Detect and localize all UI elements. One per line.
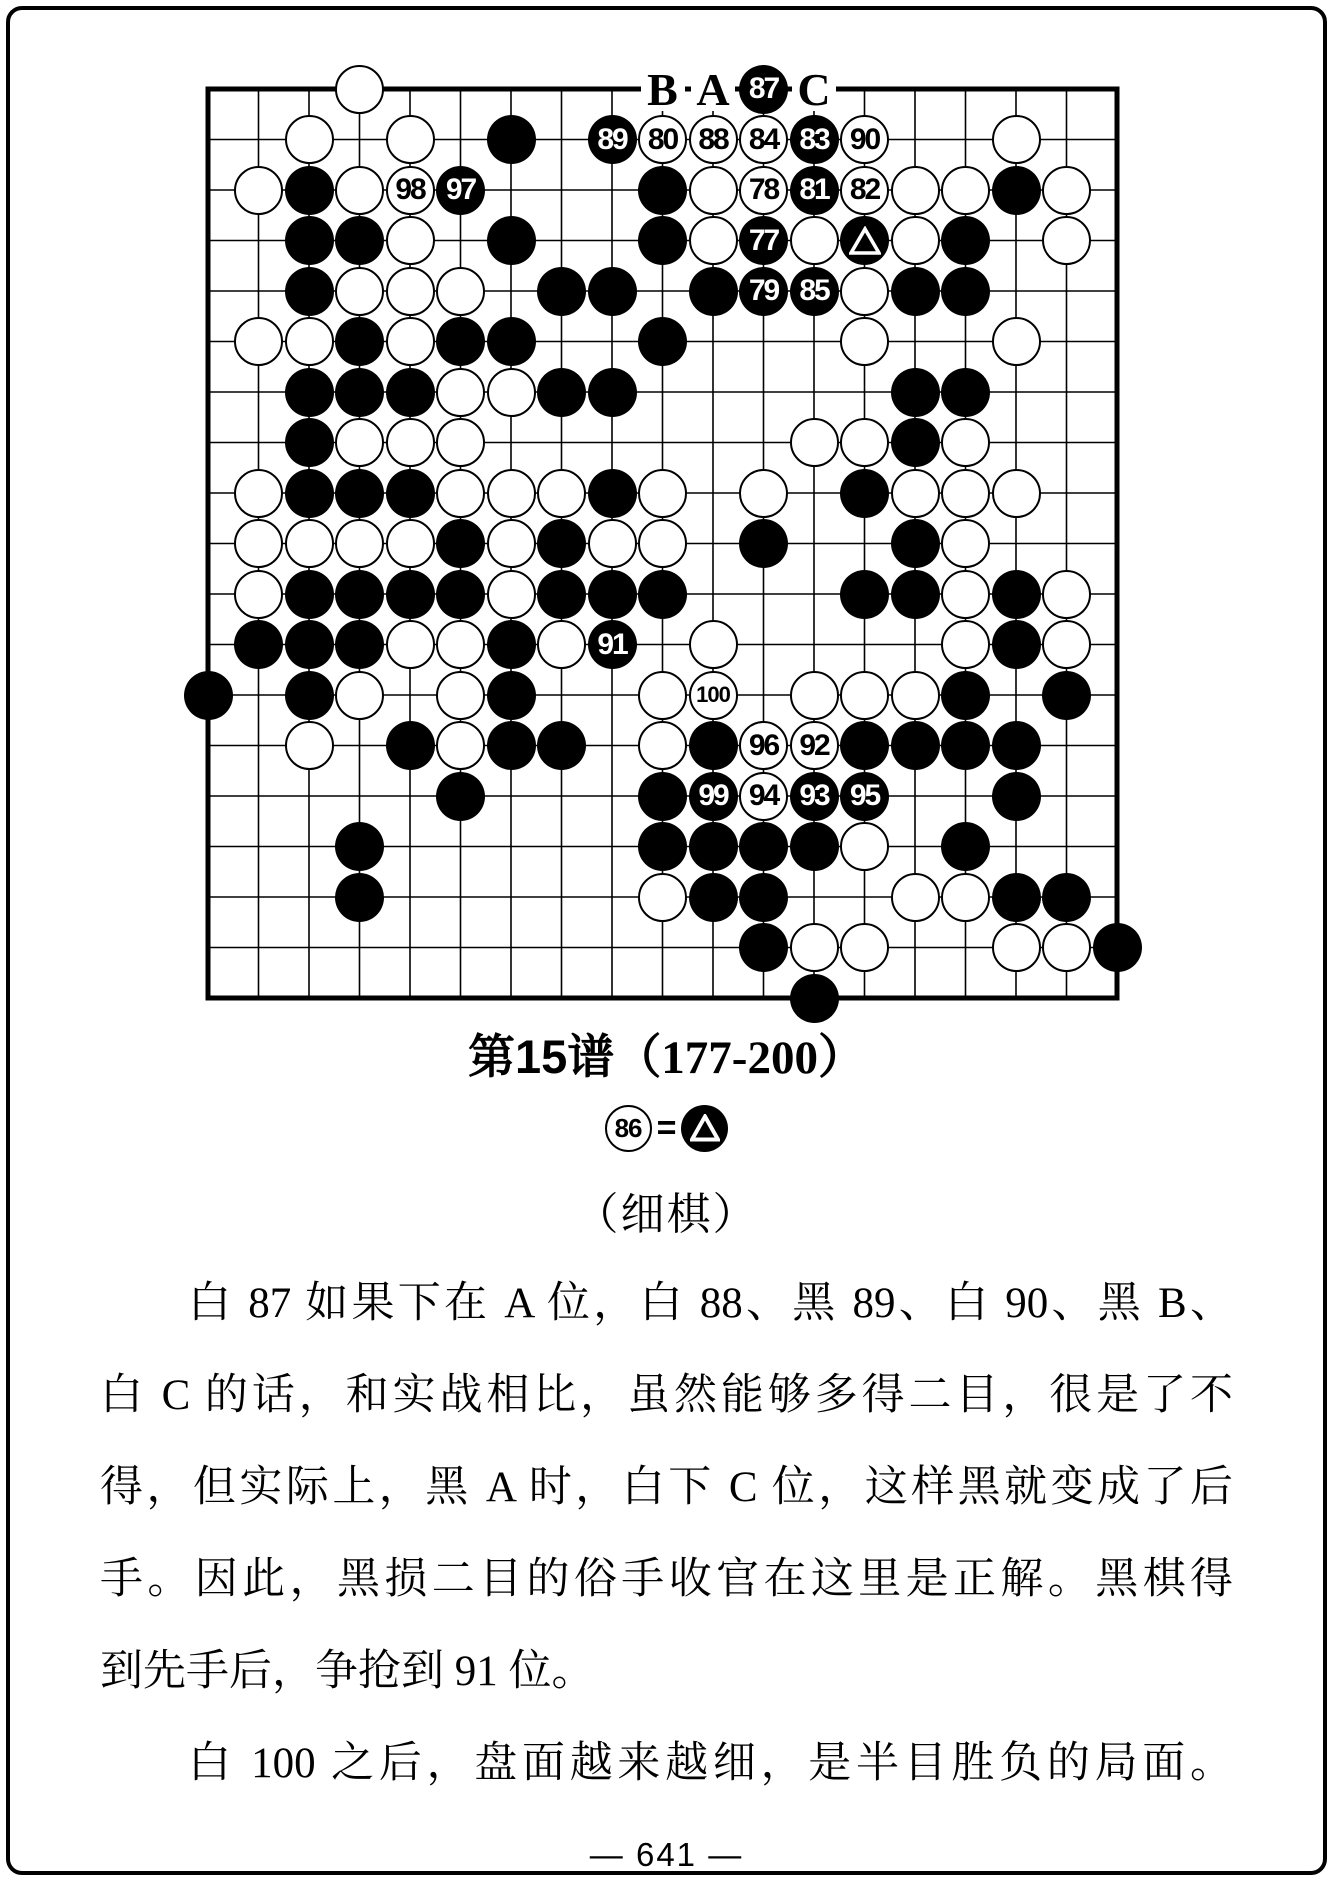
go-stone-white bbox=[335, 65, 384, 114]
go-stone-black bbox=[386, 570, 435, 619]
go-stone-white bbox=[840, 166, 889, 215]
go-stone-white bbox=[891, 671, 940, 720]
go-stone-black bbox=[184, 671, 233, 720]
go-stone-black bbox=[285, 418, 334, 467]
go-stone-black bbox=[790, 166, 839, 215]
triangle-mark-icon bbox=[690, 1114, 720, 1142]
go-stone-white bbox=[840, 267, 889, 316]
go-stone-white bbox=[992, 115, 1041, 164]
text-line: 白 87 如果下在 A 位，白 88、黑 89、白 90、黑 B、 bbox=[188, 1280, 1233, 1327]
move-number: 92 bbox=[799, 728, 829, 762]
go-stone-black bbox=[386, 721, 435, 770]
go-stone-white bbox=[638, 519, 687, 568]
go-stone-black bbox=[335, 822, 384, 871]
go-stone-white bbox=[840, 418, 889, 467]
go-stone-black bbox=[941, 368, 990, 417]
go-stone-black bbox=[487, 317, 536, 366]
triangle-mark-icon bbox=[849, 226, 881, 256]
go-stone-white bbox=[386, 620, 435, 669]
go-stone-white bbox=[386, 519, 435, 568]
move-equivalence-note bbox=[0, 1102, 1333, 1154]
go-stone-black bbox=[689, 873, 738, 922]
go-stone-black bbox=[739, 65, 788, 114]
go-stone-black bbox=[790, 115, 839, 164]
go-stone-white bbox=[436, 418, 485, 467]
go-stone-black bbox=[840, 469, 889, 518]
go-stone-white bbox=[790, 671, 839, 720]
go-stone-white bbox=[487, 519, 536, 568]
go-stone-white bbox=[487, 368, 536, 417]
go-stone-black bbox=[992, 620, 1041, 669]
go-stone-white bbox=[689, 115, 738, 164]
go-stone-white bbox=[790, 216, 839, 265]
go-stone-white bbox=[234, 469, 283, 518]
go-stone-white bbox=[234, 519, 283, 568]
go-stone-black bbox=[790, 772, 839, 821]
go-stone-white bbox=[941, 519, 990, 568]
go-stone-white bbox=[941, 570, 990, 619]
board-letter-C: C bbox=[792, 67, 836, 111]
go-stone-black bbox=[840, 772, 889, 821]
go-stone-white bbox=[436, 721, 485, 770]
go-stone-black bbox=[941, 267, 990, 316]
go-stone-black bbox=[335, 469, 384, 518]
go-stone-white bbox=[638, 115, 687, 164]
go-stone-white bbox=[285, 519, 334, 568]
go-stone-black bbox=[335, 570, 384, 619]
go-stone-black bbox=[436, 317, 485, 366]
go-stone-black bbox=[436, 166, 485, 215]
go-stone-white bbox=[992, 923, 1041, 972]
go-stone-white bbox=[285, 721, 334, 770]
go-stone-white bbox=[891, 216, 940, 265]
go-stone-black bbox=[891, 267, 940, 316]
go-stone-black bbox=[638, 772, 687, 821]
move-number: 82 bbox=[849, 173, 880, 206]
go-stone-white bbox=[386, 267, 435, 316]
move-number: 99 bbox=[698, 779, 728, 812]
move-number: 81 bbox=[799, 173, 829, 206]
go-stone-black bbox=[588, 620, 637, 669]
go-stone-black bbox=[285, 368, 334, 417]
go-stone-white bbox=[386, 317, 435, 366]
go-stone-black bbox=[638, 317, 687, 366]
go-stone-black bbox=[537, 570, 586, 619]
go-stone-white bbox=[790, 418, 839, 467]
go-stone-black bbox=[386, 368, 435, 417]
go-stone-white bbox=[689, 671, 738, 720]
go-stone-white bbox=[941, 620, 990, 669]
go-stone-white bbox=[992, 317, 1041, 366]
go-stone-black bbox=[739, 216, 788, 265]
diagram-caption-title: 第15谱 bbox=[468, 1030, 615, 1083]
go-stone-black bbox=[739, 519, 788, 568]
go-stone-black bbox=[891, 721, 940, 770]
go-stone-black bbox=[487, 216, 536, 265]
go-stone-white bbox=[638, 721, 687, 770]
diagram-caption-range: （177-200） bbox=[614, 1032, 865, 1084]
go-stone-white bbox=[335, 519, 384, 568]
go-stone-white bbox=[941, 418, 990, 467]
go-stone-black bbox=[992, 873, 1041, 922]
go-stone-white bbox=[638, 671, 687, 720]
go-stone-white bbox=[840, 822, 889, 871]
go-stone-black bbox=[941, 721, 990, 770]
go-stone-black bbox=[790, 822, 839, 871]
go-stone-black bbox=[537, 267, 586, 316]
go-stone-white bbox=[840, 317, 889, 366]
diagram-caption bbox=[0, 1020, 1333, 1087]
go-stone-black bbox=[790, 974, 839, 1023]
go-stone-white bbox=[638, 469, 687, 518]
go-stone-black bbox=[285, 166, 334, 215]
go-stone-black bbox=[588, 469, 637, 518]
go-stone-white bbox=[992, 469, 1041, 518]
section-subtitle: （细棋） bbox=[574, 1190, 759, 1239]
move-number: 89 bbox=[597, 122, 627, 156]
move-number: 78 bbox=[748, 173, 779, 206]
go-stone-white bbox=[1042, 923, 1091, 972]
go-stone-black bbox=[840, 721, 889, 770]
go-stone-black bbox=[386, 469, 435, 518]
go-stone-black bbox=[638, 570, 687, 619]
go-stone-black bbox=[436, 519, 485, 568]
move-number: 97 bbox=[445, 173, 476, 206]
go-stone-white bbox=[487, 570, 536, 619]
white-stone-86-icon: 86 bbox=[605, 1105, 652, 1152]
go-stone-white bbox=[285, 317, 334, 366]
go-stone-black bbox=[1042, 873, 1091, 922]
go-stone-black bbox=[588, 368, 637, 417]
go-stone-black bbox=[891, 519, 940, 568]
text-line: 白 C 的话，和实战相比，虽然能够多得二目，很是了不 bbox=[100, 1372, 1233, 1419]
go-stone-white bbox=[891, 166, 940, 215]
go-stone-black bbox=[285, 570, 334, 619]
go-stone-white bbox=[335, 418, 384, 467]
go-stone-black bbox=[840, 570, 889, 619]
move-number: 83 bbox=[799, 122, 829, 156]
move-number: 79 bbox=[748, 274, 779, 307]
go-stone-white bbox=[335, 671, 384, 720]
move-number: 88 bbox=[698, 122, 728, 156]
black-triangle-stone-icon bbox=[681, 1105, 728, 1152]
go-stone-white bbox=[941, 469, 990, 518]
move-number: 94 bbox=[748, 779, 779, 812]
go-stone-white bbox=[689, 216, 738, 265]
text-line: 手。因此，黑损二目的俗手收官在这里是正解。黑棋得 bbox=[100, 1556, 1233, 1603]
go-stone-black bbox=[941, 822, 990, 871]
go-stone-black bbox=[285, 216, 334, 265]
go-stone-black bbox=[1042, 671, 1091, 720]
go-stone-white bbox=[941, 166, 990, 215]
text-line: 白 100 之后，盘面越来越细，是半目胜负的局面。 bbox=[188, 1740, 1233, 1787]
go-stone-white bbox=[234, 570, 283, 619]
go-stone-white bbox=[739, 115, 788, 164]
move-number: 80 bbox=[647, 122, 678, 156]
go-stone-black bbox=[790, 267, 839, 316]
move-number: 85 bbox=[799, 274, 829, 307]
go-stone-black bbox=[285, 267, 334, 316]
go-stone-black bbox=[285, 469, 334, 518]
go-stone-white bbox=[689, 166, 738, 215]
go-stone-white bbox=[1042, 216, 1091, 265]
go-stone-black bbox=[436, 772, 485, 821]
go-stone-black bbox=[487, 620, 536, 669]
go-stone-black bbox=[487, 115, 536, 164]
go-stone-white bbox=[386, 166, 435, 215]
go-stone-white bbox=[739, 469, 788, 518]
go-stone-black bbox=[285, 671, 334, 720]
go-stone-white bbox=[537, 620, 586, 669]
go-stone-black bbox=[487, 671, 536, 720]
go-stone-black bbox=[335, 873, 384, 922]
go-stone-black bbox=[638, 166, 687, 215]
go-stone-white bbox=[285, 115, 334, 164]
move-number: 93 bbox=[799, 779, 829, 812]
go-stone-black bbox=[1093, 923, 1142, 972]
go-stone-white bbox=[638, 873, 687, 922]
go-stone-black bbox=[436, 570, 485, 619]
move-number: 84 bbox=[748, 122, 779, 156]
go-stone-white bbox=[739, 721, 788, 770]
move-number: 91 bbox=[597, 627, 627, 661]
text-line: 到先手后，争抢到 91 位。 bbox=[100, 1648, 595, 1695]
go-stone-white bbox=[436, 368, 485, 417]
go-stone-black bbox=[689, 267, 738, 316]
go-stone-black bbox=[992, 570, 1041, 619]
move-number: 96 bbox=[748, 728, 779, 762]
go-stone-white bbox=[487, 469, 536, 518]
move-number: 98 bbox=[395, 173, 425, 206]
go-stone-black bbox=[638, 822, 687, 871]
go-stone-black bbox=[689, 772, 738, 821]
go-stone-white bbox=[436, 671, 485, 720]
go-stone-white bbox=[436, 620, 485, 669]
go-stone-black bbox=[941, 671, 990, 720]
go-stone-black bbox=[335, 620, 384, 669]
go-stone-white bbox=[689, 620, 738, 669]
move-number: 100 bbox=[696, 682, 730, 707]
go-stone-white bbox=[1042, 620, 1091, 669]
go-stone-black bbox=[588, 267, 637, 316]
go-stone-white bbox=[1042, 570, 1091, 619]
go-stone-white bbox=[891, 469, 940, 518]
go-stone-black-triangle bbox=[840, 216, 889, 265]
go-stone-black bbox=[588, 115, 637, 164]
go-stone-black bbox=[891, 368, 940, 417]
text-line: 得，但实际上，黑 A 时，白下 C 位，这样黑就变成了后 bbox=[100, 1464, 1233, 1511]
go-stone-white bbox=[739, 166, 788, 215]
go-stone-white bbox=[386, 216, 435, 265]
go-stone-white bbox=[739, 772, 788, 821]
go-stone-white bbox=[891, 873, 940, 922]
go-stone-white bbox=[840, 671, 889, 720]
board-letter-B: B bbox=[641, 67, 685, 111]
go-stone-black bbox=[638, 216, 687, 265]
go-stone-black bbox=[941, 216, 990, 265]
go-stone-black bbox=[992, 166, 1041, 215]
go-stone-black bbox=[588, 570, 637, 619]
go-stone-white bbox=[790, 923, 839, 972]
board-letter-A: A bbox=[691, 67, 735, 111]
go-stone-black bbox=[739, 923, 788, 972]
go-stone-white bbox=[1042, 166, 1091, 215]
go-stone-black bbox=[689, 721, 738, 770]
go-stone-white bbox=[234, 317, 283, 366]
go-stone-white bbox=[386, 418, 435, 467]
go-stone-black bbox=[739, 822, 788, 871]
go-stone-black bbox=[487, 721, 536, 770]
go-stone-black bbox=[891, 418, 940, 467]
go-stone-white bbox=[537, 469, 586, 518]
go-stone-black bbox=[689, 822, 738, 871]
go-stone-black bbox=[891, 570, 940, 619]
go-stone-white bbox=[840, 923, 889, 972]
go-stone-black bbox=[285, 620, 334, 669]
go-stone-white bbox=[335, 166, 384, 215]
move-number: 77 bbox=[748, 223, 779, 257]
go-stone-black bbox=[992, 721, 1041, 770]
go-stone-white bbox=[436, 267, 485, 316]
go-stone-black bbox=[537, 368, 586, 417]
move-number: 95 bbox=[849, 779, 880, 812]
go-stone-black bbox=[234, 620, 283, 669]
go-stone-white bbox=[234, 166, 283, 215]
go-stone-black bbox=[992, 772, 1041, 821]
go-stone-black bbox=[739, 267, 788, 316]
go-stone-black bbox=[537, 519, 586, 568]
go-stone-black bbox=[335, 216, 384, 265]
page-number: — 641 — bbox=[589, 1836, 744, 1873]
move-number: 87 bbox=[748, 72, 779, 105]
go-stone-white bbox=[840, 115, 889, 164]
go-stone-white bbox=[386, 115, 435, 164]
go-stone-black bbox=[537, 721, 586, 770]
go-stone-white bbox=[335, 267, 384, 316]
go-stone-white bbox=[588, 519, 637, 568]
go-stone-white bbox=[790, 721, 839, 770]
go-stone-white bbox=[436, 469, 485, 518]
go-stone-black bbox=[335, 317, 384, 366]
move-number: 90 bbox=[849, 122, 880, 156]
go-stone-black bbox=[335, 368, 384, 417]
go-stone-black bbox=[739, 873, 788, 922]
equals-sign: = bbox=[656, 1108, 677, 1147]
paragraph-block bbox=[100, 1258, 1233, 1810]
go-stone-white bbox=[941, 873, 990, 922]
